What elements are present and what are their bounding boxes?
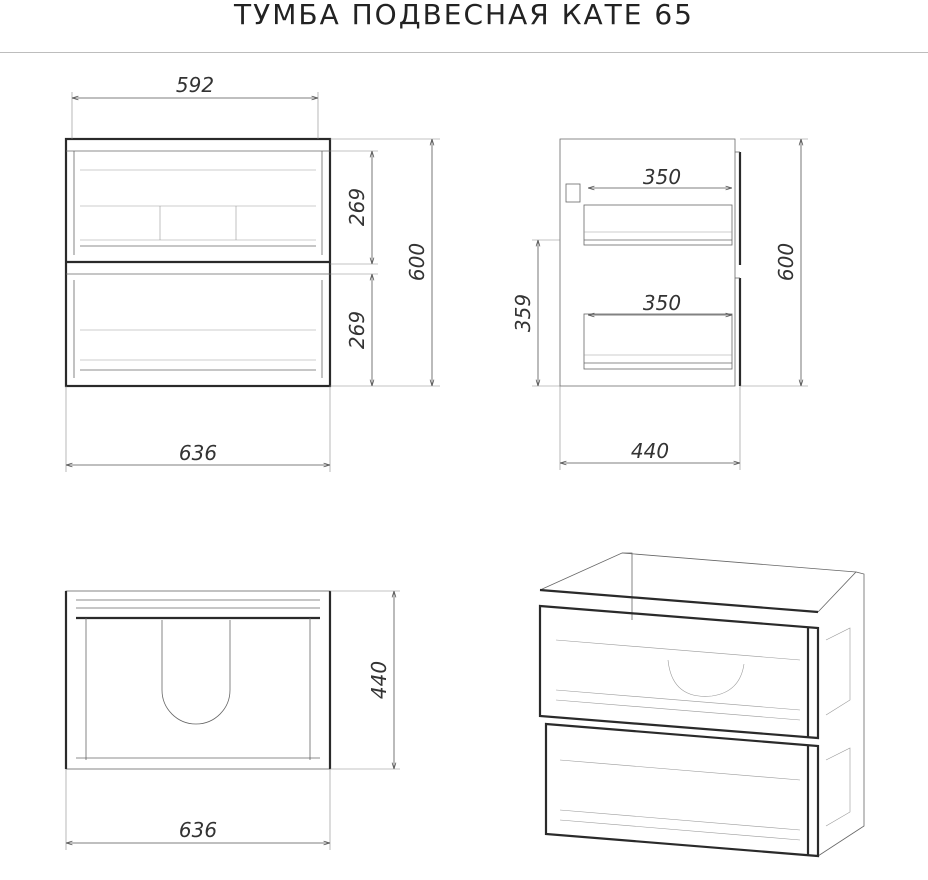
dim-front-drawer-bottom-height: 269 [345, 310, 369, 350]
top-view [66, 591, 400, 850]
page-title: ТУМБА ПОДВЕСНАЯ КАТЕ 65 [234, 0, 694, 31]
dim-front-total-height: 600 [405, 242, 429, 282]
dim-front-drawer-top-height: 269 [345, 187, 369, 227]
front-view [66, 73, 440, 472]
iso-bottom-drawer [546, 724, 818, 856]
dim-side-total-height: 600 [774, 242, 798, 282]
dim-side-total-depth: 440 [630, 439, 670, 463]
dim-front-top-width: 592 [175, 73, 215, 97]
dim-side-mount-height: 359 [511, 293, 535, 333]
siphon-cutout [162, 620, 230, 724]
dim-side-drawer-bottom-depth: 350 [642, 291, 682, 315]
isometric-view [540, 553, 864, 856]
dim-top-depth: 440 [367, 660, 391, 700]
dim-side-drawer-top-depth: 350 [642, 165, 682, 189]
side-view [511, 139, 808, 470]
dim-top-width: 636 [178, 818, 218, 842]
dim-front-total-width: 636 [178, 441, 218, 465]
